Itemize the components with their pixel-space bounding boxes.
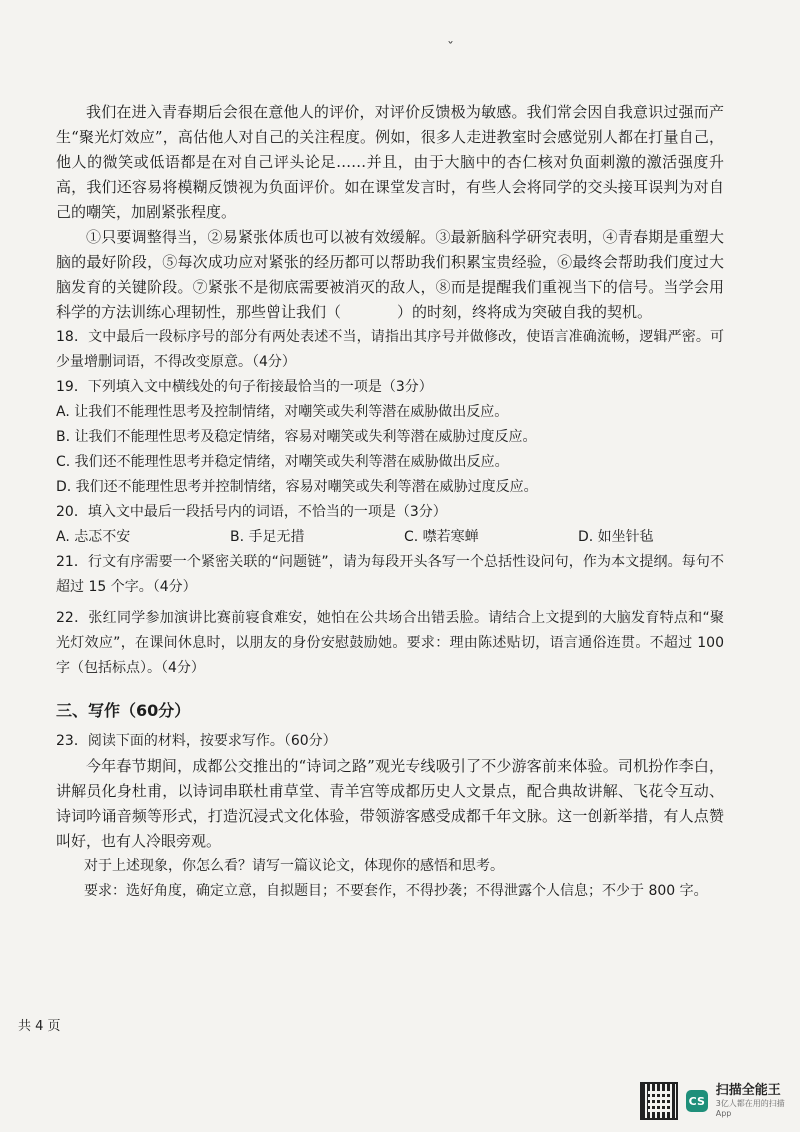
q19-option-d: D. 我们还不能理性思考并控制情绪，容易对嘲笑或失利等潜在威胁过度反应。 — [56, 479, 538, 495]
question-20: 20．填入文中最后一段括号内的词语，不恰当的一项是（3分） — [56, 504, 447, 520]
qr-code-icon — [640, 1082, 678, 1120]
q20-option-c: C. 噤若寒蝉 — [404, 529, 479, 545]
passage-p2-after: ）的时刻，终将成为突破自我的契机。 — [397, 303, 653, 321]
writing-material: 今年春节期间，成都公交推出的“诗词之路”观光专线吸引了不少游客前来体验。司机扮作李白，讲解员化身杜甫，以诗词串联杜甫草堂、青羊宫等成都历史人文景点，配合典故讲解、飞花令互动、诗词吟诵音频等形式，打造沉浸式文化体验，带领游客感受成都千年文脉。这一创新举措，有人点赞叫好，也有人冷眼旁观。 — [56, 757, 724, 850]
q20-option-d: D. 如坐针毡 — [578, 529, 654, 545]
q20-option-b: B. 手足无措 — [230, 529, 305, 545]
question-18: 18．文中最后一段标序号的部分有两处表述不当，请指出其序号并做修改，使语言准确流畅，逻辑严密。可少量增删词语，不得改变原意。（4分） — [56, 329, 724, 370]
q20-option-a: A. 忐忑不安 — [56, 529, 131, 545]
writing-requirement: 要求：选好角度，确定立意，自拟题目；不要套作，不得抄袭；不得泄露个人信息；不少于 800 字。 — [84, 883, 708, 899]
scanner-brand — [716, 1083, 800, 1119]
writing-prompt: 对于上述现象，你怎么看？请写一篇议论文，体现你的感悟和思考。 — [84, 858, 504, 874]
q19-option-a: A. 让我们不能理性思考及控制情绪，对嘲笑或失利等潜在威胁做出反应。 — [56, 404, 509, 420]
content — [56, 100, 724, 904]
question-23: 23．阅读下面的材料，按要求写作。（60分） — [56, 733, 337, 749]
question-19: 19．下列填入文中横线处的句子衔接最恰当的一项是（3分） — [56, 379, 433, 395]
question-21: 21．行文有序需要一个紧密关联的“问题链”，请为每段开头各写一个总括性设问句，作为本文提纲。每句不超过 15 个字。（4分） — [56, 554, 724, 595]
writing-section-title: 三、写作（60分） — [56, 701, 191, 720]
page-count: 共 4 页 — [18, 1019, 61, 1034]
question-22: 22．张红同学参加演讲比赛前寝食难安，她怕在公共场合出错丢脸。请结合上文提到的大脑发育特点和“聚光灯效应”，在课间休息时，以朋友的身份安慰鼓励她。要求：理由陈述贴切，语言通俗连贯。不超过 100 字（包括标点）。（4分） — [56, 610, 724, 676]
scanner-brand-tagline: 3亿人都在用的扫描App — [715, 1099, 785, 1118]
passage-paragraph-1: 我们在进入青春期后会很在意他人的评价，对评价反馈极为敏感。我们常会因自我意识过强而产生“聚光灯效应”，高估他人对自己的关注程度。例如，很多人走进教室时会感觉别人都在打量自己，他人的微笑或低语都是在对自己评头论足……并且，由于大脑中的杏仁核对负面刺激的激活强度升高，我们还容易将模糊反馈视为负面评价。如在课堂发言时，有些人会将同学的交头接耳误判为对自己的嘲笑，加剧紧张程度。 — [56, 103, 724, 221]
passage-paragraph-2 — [56, 225, 724, 325]
passage-p2-before: ①只要调整得当，②易紧张体质也可以被有效缓解。③最新脑科学研究表明，④青春期是重塑大脑的最好阶段，⑤每次成功应对紧张的经历都可以帮助我们积累宝贵经验，⑥最终会帮助我们度过大脑发育的关键阶段。⑦紧张不是彻底需要被消灭的敌人，⑧而是提醒我们重视当下的信号。当学会用科学的方法训练心理韧性，那些曾让我们（ — [56, 228, 724, 321]
q20-options — [56, 525, 724, 550]
q19-option-c: C. 我们还不能理性思考并稳定情绪，对嘲笑或失利等潜在威胁做出反应。 — [56, 454, 509, 470]
camscanner-logo: CS — [686, 1090, 708, 1112]
scanner-watermark — [640, 1082, 800, 1120]
scanner-brand-name: 扫描全能王 — [715, 1083, 781, 1098]
top-mark: ˇ — [447, 40, 454, 56]
q19-option-b: B. 让我们不能理性思考及稳定情绪，容易对嘲笑或失利等潜在威胁过度反应。 — [56, 429, 537, 445]
